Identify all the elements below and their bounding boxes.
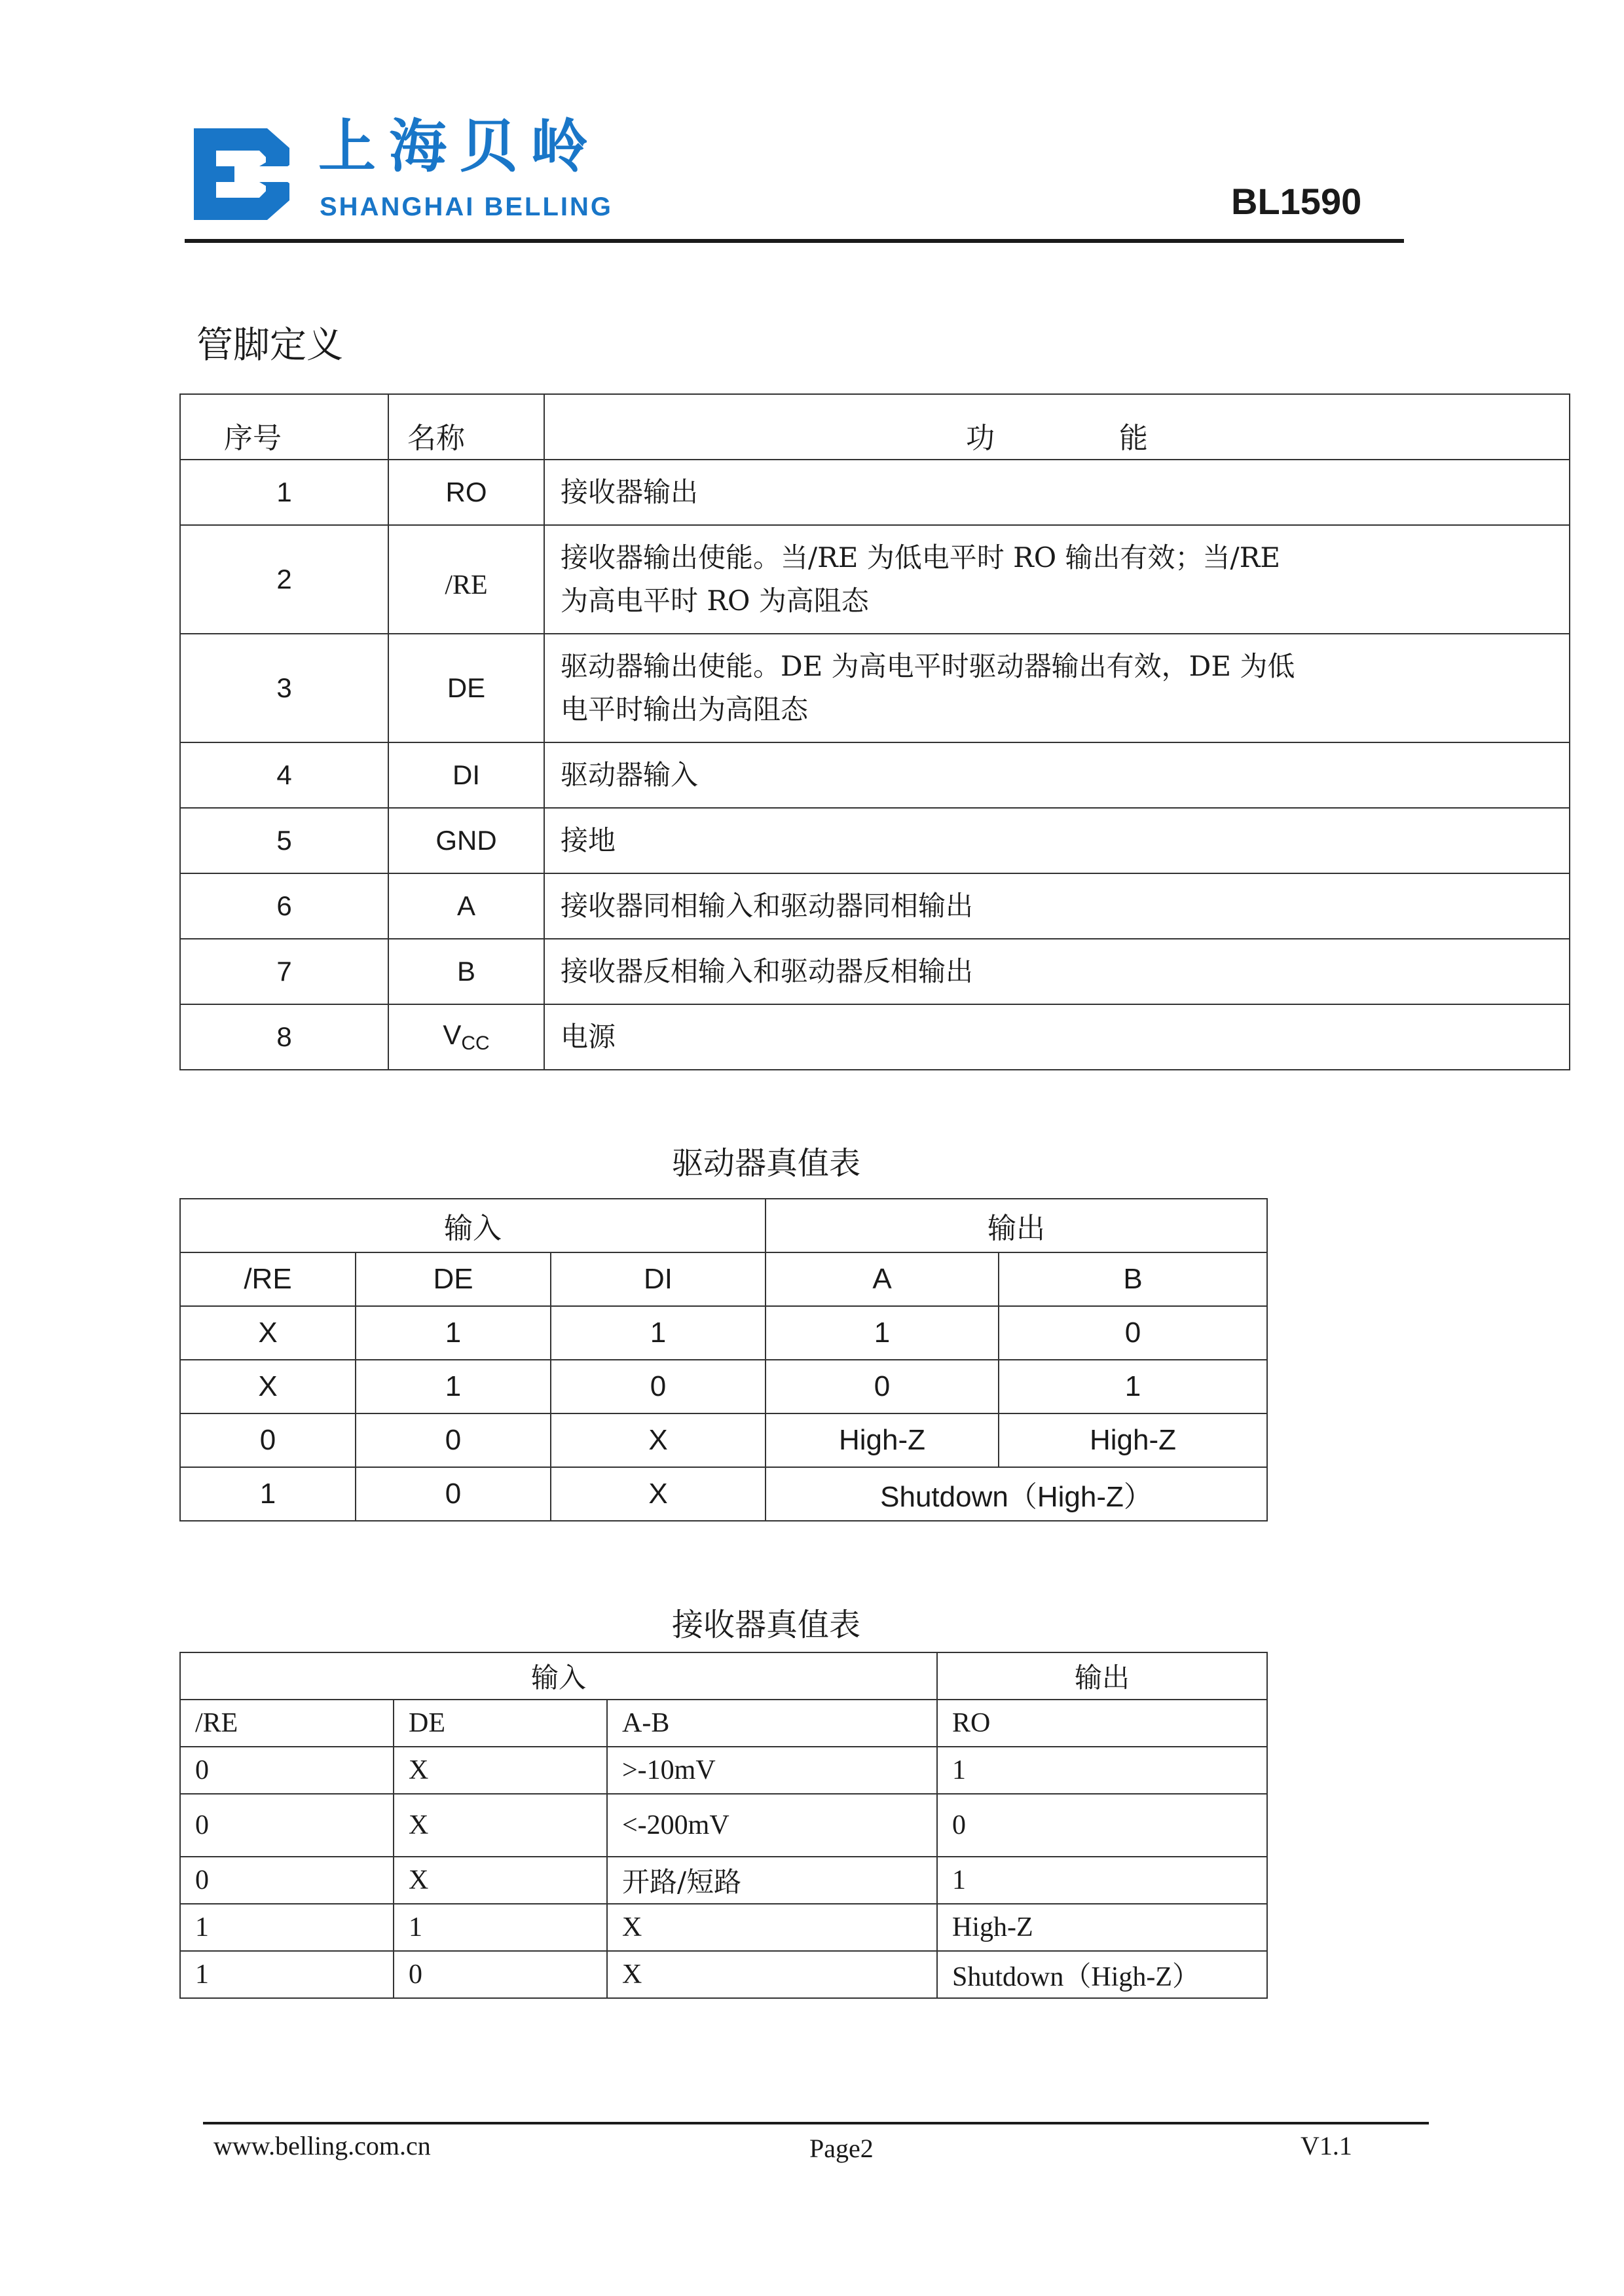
table-row <box>180 1306 1267 1360</box>
table-cell: 1 <box>937 1857 1267 1904</box>
column-header: /RE <box>180 1700 394 1747</box>
group-header-output: 输出 <box>766 1199 1267 1252</box>
pin-name-subscript: CC <box>461 1032 490 1054</box>
table-cell: 1 <box>356 1360 551 1413</box>
table-row <box>180 1794 1267 1857</box>
column-header: A <box>766 1252 999 1306</box>
column-header: B <box>999 1252 1267 1306</box>
header-cell <box>544 394 1570 460</box>
function-line: 为高电平时 RO 为高阻态 <box>561 585 869 617</box>
pin-name: DE <box>388 634 544 742</box>
table-cell: 开路/短路 <box>607 1857 937 1904</box>
table-cell: 1 <box>937 1747 1267 1794</box>
footer-version: V1.1 <box>1301 2131 1352 2160</box>
table-cell: 0 <box>551 1360 766 1413</box>
column-header: DE <box>394 1700 607 1747</box>
table-cell: 1 <box>180 1467 356 1521</box>
column-header: /RE <box>180 1252 356 1306</box>
table-header-row <box>180 1252 1267 1306</box>
table-cell: X <box>394 1747 607 1794</box>
table-row <box>180 1951 1267 1998</box>
pin-number: 7 <box>180 939 388 1004</box>
table-cell: X <box>607 1951 937 1998</box>
table-cell: 0 <box>937 1794 1267 1857</box>
company-name-cn: 上海贝岭 <box>318 113 602 180</box>
table-cell: 0 <box>766 1360 999 1413</box>
column-header: DE <box>356 1252 551 1306</box>
pin-name-main: V <box>443 1019 462 1050</box>
table-cell: X <box>551 1413 766 1467</box>
function-line: 驱动器输出使能。DE 为高电平时驱动器输出有效，DE 为低 <box>561 650 1295 682</box>
table-cell: High-Z <box>766 1413 999 1467</box>
table-cell: 1 <box>394 1904 607 1951</box>
pin-function <box>544 525 1570 634</box>
column-header: DI <box>551 1252 766 1306</box>
table-row <box>180 808 1570 873</box>
pin-number: 3 <box>180 634 388 742</box>
table-cell: X <box>551 1467 766 1521</box>
table-cell: X <box>180 1360 356 1413</box>
pin-number: 8 <box>180 1004 388 1070</box>
table-cell: 0 <box>180 1794 394 1857</box>
pin-function: 接收器同相输入和驱动器同相输出 <box>544 873 1570 939</box>
table-header-row <box>180 1199 1267 1252</box>
footer-page-number: Page2 <box>809 2134 874 2163</box>
table-row <box>180 1747 1267 1794</box>
group-header-input: 输入 <box>180 1652 937 1700</box>
pin-function <box>544 634 1570 742</box>
table-cell: X <box>394 1857 607 1904</box>
table-cell: 1 <box>356 1306 551 1360</box>
group-header-input: 输入 <box>180 1199 766 1252</box>
company-name-en: SHANGHAI BELLING <box>320 192 613 221</box>
table-row <box>180 1413 1267 1467</box>
header-func-part: 功 <box>966 422 995 455</box>
pin-function: 接收器反相输入和驱动器反相输出 <box>544 939 1570 1004</box>
pin-name: A <box>388 873 544 939</box>
table-cell: High-Z <box>999 1413 1267 1467</box>
table-cell: X <box>607 1904 937 1951</box>
pin-name <box>388 1004 544 1070</box>
footer-divider <box>203 2122 1429 2124</box>
pin-function: 驱动器输入 <box>544 742 1570 808</box>
receiver-truth-table <box>179 1652 1268 1999</box>
table-cell: Shutdown（High-Z） <box>766 1467 1267 1521</box>
table-cell: >-10mV <box>607 1747 937 1794</box>
pin-function: 接收器输出 <box>544 460 1570 525</box>
model-number: BL1590 <box>1231 181 1362 222</box>
table-cell: 1 <box>551 1306 766 1360</box>
table-cell: 0 <box>180 1747 394 1794</box>
pin-number: 1 <box>180 460 388 525</box>
table-cell: 1 <box>180 1951 394 1998</box>
table-cell: <-200mV <box>607 1794 937 1857</box>
table-header-row <box>180 1700 1267 1747</box>
table-cell: High-Z <box>937 1904 1267 1951</box>
table-cell: 0 <box>180 1857 394 1904</box>
table-cell: 0 <box>180 1413 356 1467</box>
table-cell: 0 <box>999 1306 1267 1360</box>
table-row <box>180 939 1570 1004</box>
column-header: A-B <box>607 1700 937 1747</box>
pin-name: B <box>388 939 544 1004</box>
table-row <box>180 1004 1570 1070</box>
pin-number: 6 <box>180 873 388 939</box>
section-heading: 管脚定义 <box>196 324 343 367</box>
table-cell: 0 <box>394 1951 607 1998</box>
company-logo-icon <box>194 128 289 220</box>
table-cell: 1 <box>999 1360 1267 1413</box>
table-cell: Shutdown（High-Z） <box>937 1951 1267 1998</box>
table-cell: 1 <box>766 1306 999 1360</box>
table-row <box>180 742 1570 808</box>
column-header: RO <box>937 1700 1267 1747</box>
group-header-output: 输出 <box>937 1652 1267 1700</box>
pin-number: 2 <box>180 525 388 634</box>
pin-definition-table <box>179 393 1570 1070</box>
header-divider <box>185 239 1404 243</box>
table-row <box>180 1360 1267 1413</box>
pin-name: /RE <box>388 525 544 634</box>
table-header-row <box>180 1652 1267 1700</box>
header-func-part: 能 <box>1119 422 1148 455</box>
driver-truth-table <box>179 1198 1268 1522</box>
footer-website: www.belling.com.cn <box>213 2131 431 2160</box>
table-row <box>180 634 1570 742</box>
table-row <box>180 1904 1267 1951</box>
table-cell: 0 <box>356 1413 551 1467</box>
header-cell: 名称 <box>388 394 544 460</box>
table-row <box>180 873 1570 939</box>
header-cell: 序号 <box>180 394 388 460</box>
pin-function: 电源 <box>544 1004 1570 1070</box>
table-header-row <box>180 394 1570 460</box>
table-row <box>180 525 1570 634</box>
table-cell: 0 <box>356 1467 551 1521</box>
function-line: 电平时输出为高阻态 <box>561 693 809 725</box>
table-row <box>180 1467 1267 1521</box>
pin-name: GND <box>388 808 544 873</box>
table-row <box>180 1857 1267 1904</box>
pin-number: 4 <box>180 742 388 808</box>
function-line: 接收器输出使能。当/RE 为低电平时 RO 输出有效；当/RE <box>561 541 1280 574</box>
pin-number: 5 <box>180 808 388 873</box>
pin-name: DI <box>388 742 544 808</box>
pin-name: RO <box>388 460 544 525</box>
table-cell: 1 <box>180 1904 394 1951</box>
table-cell: X <box>180 1306 356 1360</box>
table-cell: X <box>394 1794 607 1857</box>
pin-function: 接地 <box>544 808 1570 873</box>
table-row <box>180 460 1570 525</box>
